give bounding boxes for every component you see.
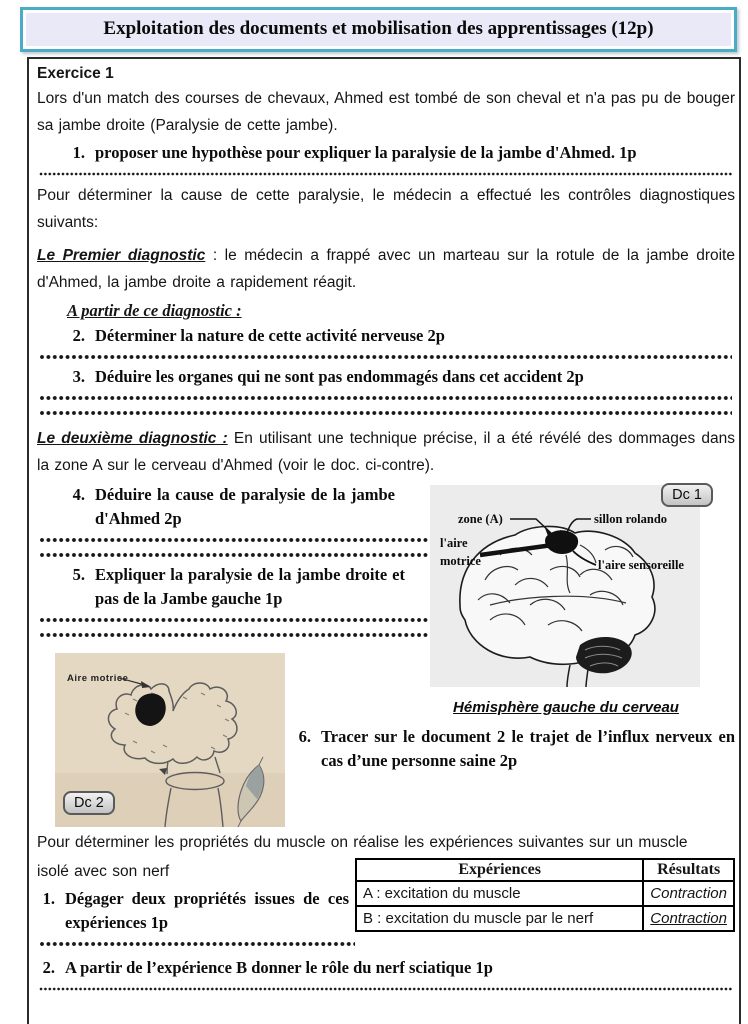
answer-line [39,548,429,561]
experiments-table [355,858,735,932]
experience-a-cell: A : excitation du muscle [356,881,643,906]
question-3-text: Déduire les organes qui ne sont pas endommagés dans cet accident 2p [95,367,584,386]
question-4 [67,483,427,531]
question-1-number: 1. [72,143,85,162]
document-1-badge: Dc 1 [661,483,713,507]
experiments-section [37,858,735,954]
question-1 [67,141,735,165]
cerebellum [576,637,632,673]
page-title-box [20,7,737,52]
experience-b-cell: B : excitation du muscle par le nerf [356,906,643,931]
answer-line [39,613,429,626]
experiments-left-column [37,858,349,954]
sillon-rolando-label: sillon rolando [594,512,668,526]
diagnostic-2-paragraph [37,425,735,479]
muscle-question-2-text: A partir de l’expérience B donner le rôle du nerf sciatique 1p [65,958,493,977]
answer-line [39,628,429,641]
question-6-text: Tracer sur le document 2 le trajet de l’influx nerveux en cas d’une personne saine 2p [321,727,735,770]
table-row [356,881,734,906]
document-1-column [430,485,702,716]
muscle-question-2 [37,956,735,980]
motor-area-label-line2: motrice [440,554,481,568]
question-5-text: Expliquer la paralysie de la jambe droite et pas de la Jambe gauche 1p [95,565,405,608]
document-2-figure [55,653,285,827]
muscle-question-1 [37,887,349,935]
diagnostic-2-label: Le deuxième diagnostic : [37,430,228,447]
question-6 [293,725,735,773]
table-header-row [356,859,734,881]
table-header-resultats: Résultats [643,859,734,881]
answer-line [39,937,355,950]
question-3-number: 3. [72,367,85,386]
question-2-number: 2. [72,326,85,345]
motor-area-label-line1: l'aire [440,536,468,550]
answer-line [39,406,732,419]
answer-line [39,167,732,180]
controls-paragraph: Pour déterminer la cause de cette paralysie, le médecin a effectué les contrôles diagnostiques suivants: [37,187,735,231]
sensory-area-label: l'aire sensoreille [598,558,684,572]
questions-4-5-column [37,483,427,641]
question-3 [67,365,735,389]
question-5 [67,563,427,611]
zone-a-label: zone (A) [458,512,503,526]
diagnostic-1-label: Le Premier diagnostic [37,247,206,264]
diagnostic-2-text: En utilisant une technique précise, il a été révélé des dommages dans la zone A sur le cerveau d'Ahmed (voir le doc. ci-contre). [37,430,735,474]
document-2-badge: Dc 2 [63,791,115,815]
question-2 [67,324,735,348]
motor-area-annotation: Aire motrice [67,673,129,684]
table-row [356,906,734,931]
answer-line [39,982,732,995]
document-1-figure [430,485,700,687]
result-b-cell: Contraction [643,906,734,931]
muscle-question-1-text: Dégager deux propriétés issues de ces expériences 1p [65,889,349,932]
answer-line [39,350,732,363]
question-6-number: 6. [298,727,311,746]
answer-line [39,391,732,404]
question-2-text: Déterminer la nature de cette activité nerveuse 2p [95,326,445,345]
middle-section [37,483,735,716]
intro-paragraph: Lors d'un match des courses de chevaux, Ahmed est tombé de son cheval et n'a pas pu de bouger sa jambe droite (Paralysie de cette jambe). [37,90,735,134]
exercise-heading: Exercice 1 [37,65,114,82]
document-1-caption: Hémisphère gauche du cerveau [453,699,679,716]
page-title: Exploitation des documents et mobilisation des apprentissages (12p) [103,18,654,39]
experiments-intro-line1: Pour déterminer les propriétés du muscle on réalise les expériences suivantes sur un muscle [37,834,688,851]
question-6-wrap [293,723,735,829]
content-box [27,57,741,1024]
result-a-cell: Contraction [643,881,734,906]
diagnostic-1-text: : le médecin a frappé avec un marteau sur la rotule de la jambe droite d'Ahmed, la jambe droite a rapidement réagit. [37,247,735,291]
diagnostic-1-paragraph [37,242,735,296]
answer-line [39,533,429,546]
experiments-intro-line2: isolé avec son nerf [37,863,170,880]
question-4-number: 4. [72,485,85,504]
muscle-question-1-number: 1. [42,889,55,908]
question-5-number: 5. [72,565,85,584]
muscle-question-2-number: 2. [42,958,55,977]
table-header-experiences: Expériences [356,859,643,881]
question-1-text: proposer une hypothèse pour expliquer la paralysie de la jambe d'Ahmed. 1p [95,143,637,162]
sub-heading: A partir de ce diagnostic : [67,301,242,320]
brain-lateral-view-drawing [430,485,700,687]
question-4-text: Déduire la cause de paralysie de la jambe d'Ahmed 2p [95,485,395,528]
